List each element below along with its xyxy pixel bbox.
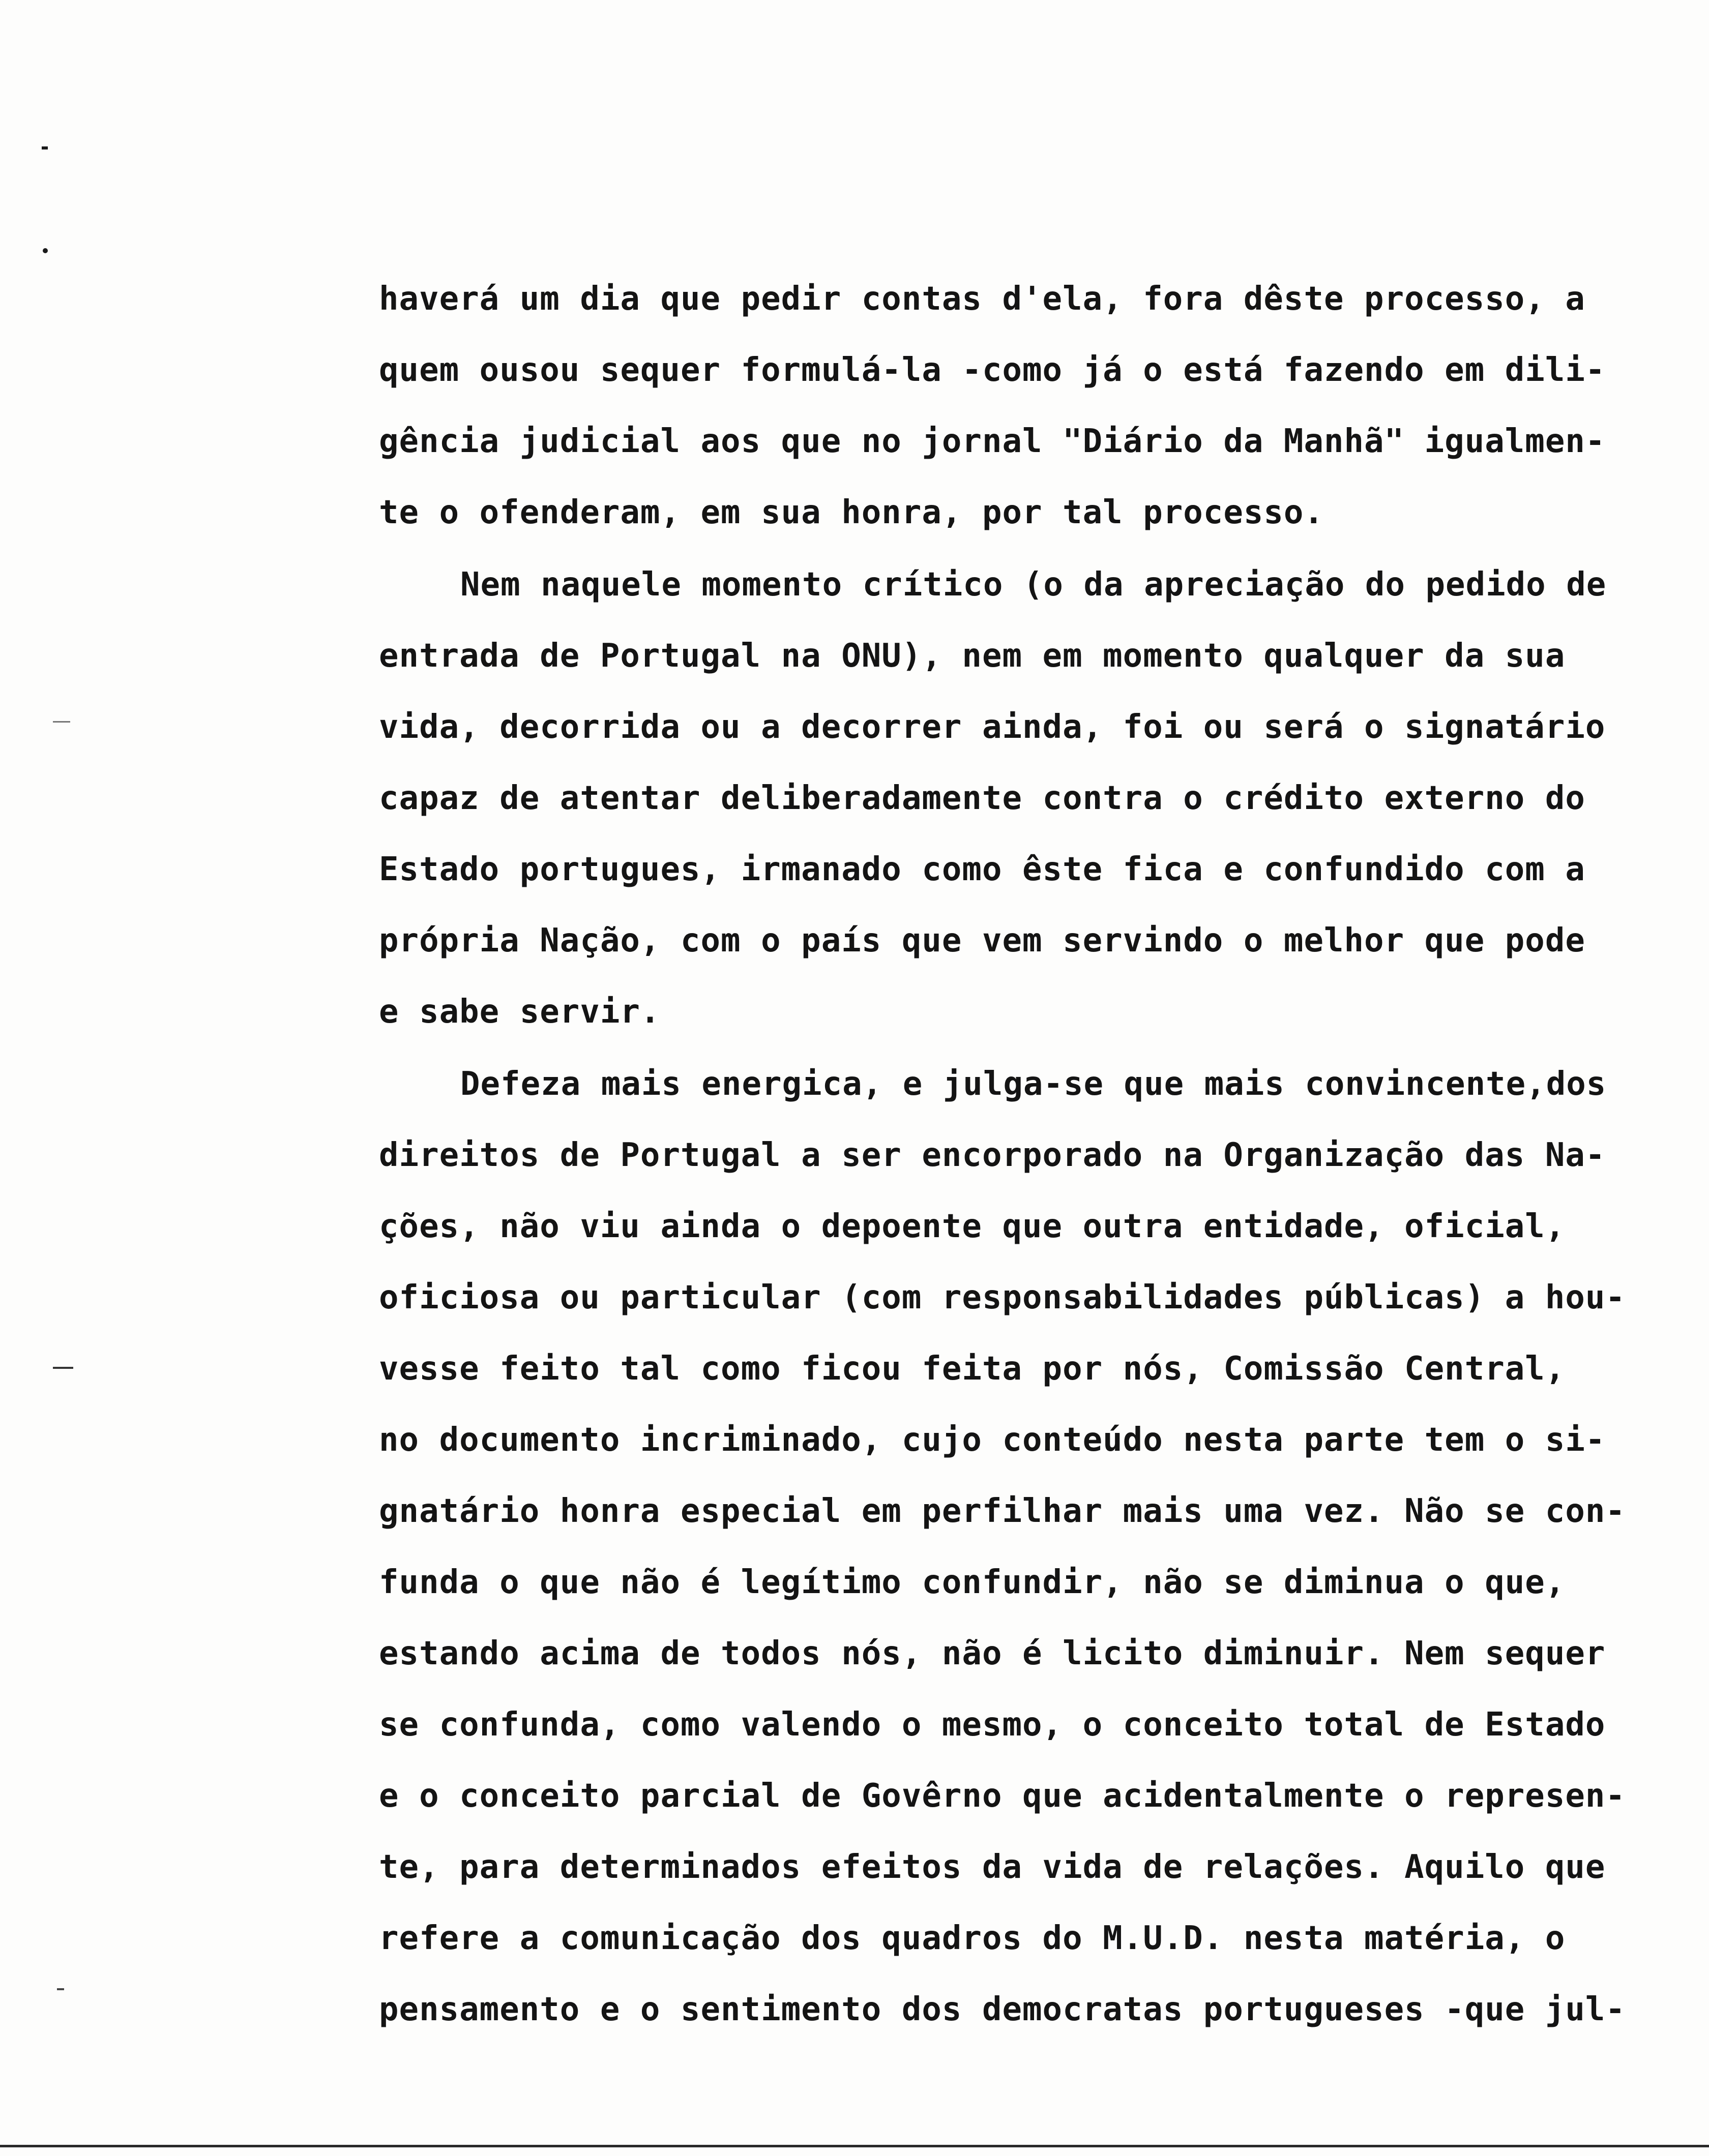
text-line: Defeza mais energica, e julga-se que mais convincente,dos (460, 1065, 1607, 1103)
text-line: pensamento e o sentimento dos democratas portugueses -que jul- (379, 1991, 1626, 2028)
text-line: no documento incriminado, cujo conteúdo nesta parte tem o si- (379, 1421, 1606, 1459)
text-line: refere a comunicação dos quadros do M.U.D. nesta matéria, o (379, 1920, 1566, 1957)
text-line: te, para determinados efeitos da vida de relações. Aquilo que (379, 1848, 1606, 1886)
text-line: gnatário honra especial em perfilhar mais uma vez. Não se con- (379, 1492, 1626, 1530)
text-line: oficiosa ou particular (com responsabilidades públicas) a hou- (379, 1279, 1626, 1316)
text-line: se confunda, como valendo o mesmo, o conceito total de Estado (379, 1706, 1606, 1744)
margin-mark (53, 721, 70, 723)
text-line: Estado portugues, irmanado como êste fica e confundido com a (379, 851, 1585, 888)
text-line: e sabe servir. (379, 993, 661, 1031)
margin-mark (53, 1367, 73, 1369)
margin-mark (42, 146, 48, 149)
text-line: direitos de Portugal a ser encorporado na Organização das Na- (379, 1136, 1606, 1174)
text-line: gência judicial aos que no jornal "Diário da Manhã" igualmen- (379, 423, 1606, 460)
text-line: própria Nação, com o país que vem servindo o melhor que pode (379, 922, 1585, 960)
text-line: capaz de atentar deliberadamente contra o crédito externo do (379, 780, 1585, 817)
margin-mark (43, 248, 48, 253)
text-line: estando acima de todos nós, não é licito diminuir. Nem sequer (379, 1635, 1606, 1672)
text-line: funda o que não é legítimo confundir, não se diminua o que, (379, 1564, 1566, 1601)
text-line: e o conceito parcial de Govêrno que acidentalmente o represen- (379, 1777, 1626, 1815)
text-line: quem ousou sequer formulá-la -como já o está fazendo em dili- (379, 351, 1606, 389)
text-line: haverá um dia que pedir contas d'ela, fora dêste processo, a (379, 280, 1585, 318)
text-line: entrada de Portugal na ONU), nem em momento qualquer da sua (379, 637, 1566, 675)
text-line: vida, decorrida ou a decorrer ainda, foi ou será o signatário (379, 708, 1606, 746)
text-line: te o ofenderam, em sua honra, por tal processo. (379, 494, 1324, 531)
scan-edge-line (0, 2145, 1709, 2147)
text-line: Nem naquele momento crítico (o da apreciação do pedido de (460, 566, 1607, 604)
text-line: ções, não viu ainda o depoente que outra entidade, oficial, (379, 1208, 1566, 1245)
text-line: vesse feito tal como ficou feita por nós, Comissão Central, (379, 1350, 1566, 1388)
margin-mark (57, 1988, 64, 1990)
